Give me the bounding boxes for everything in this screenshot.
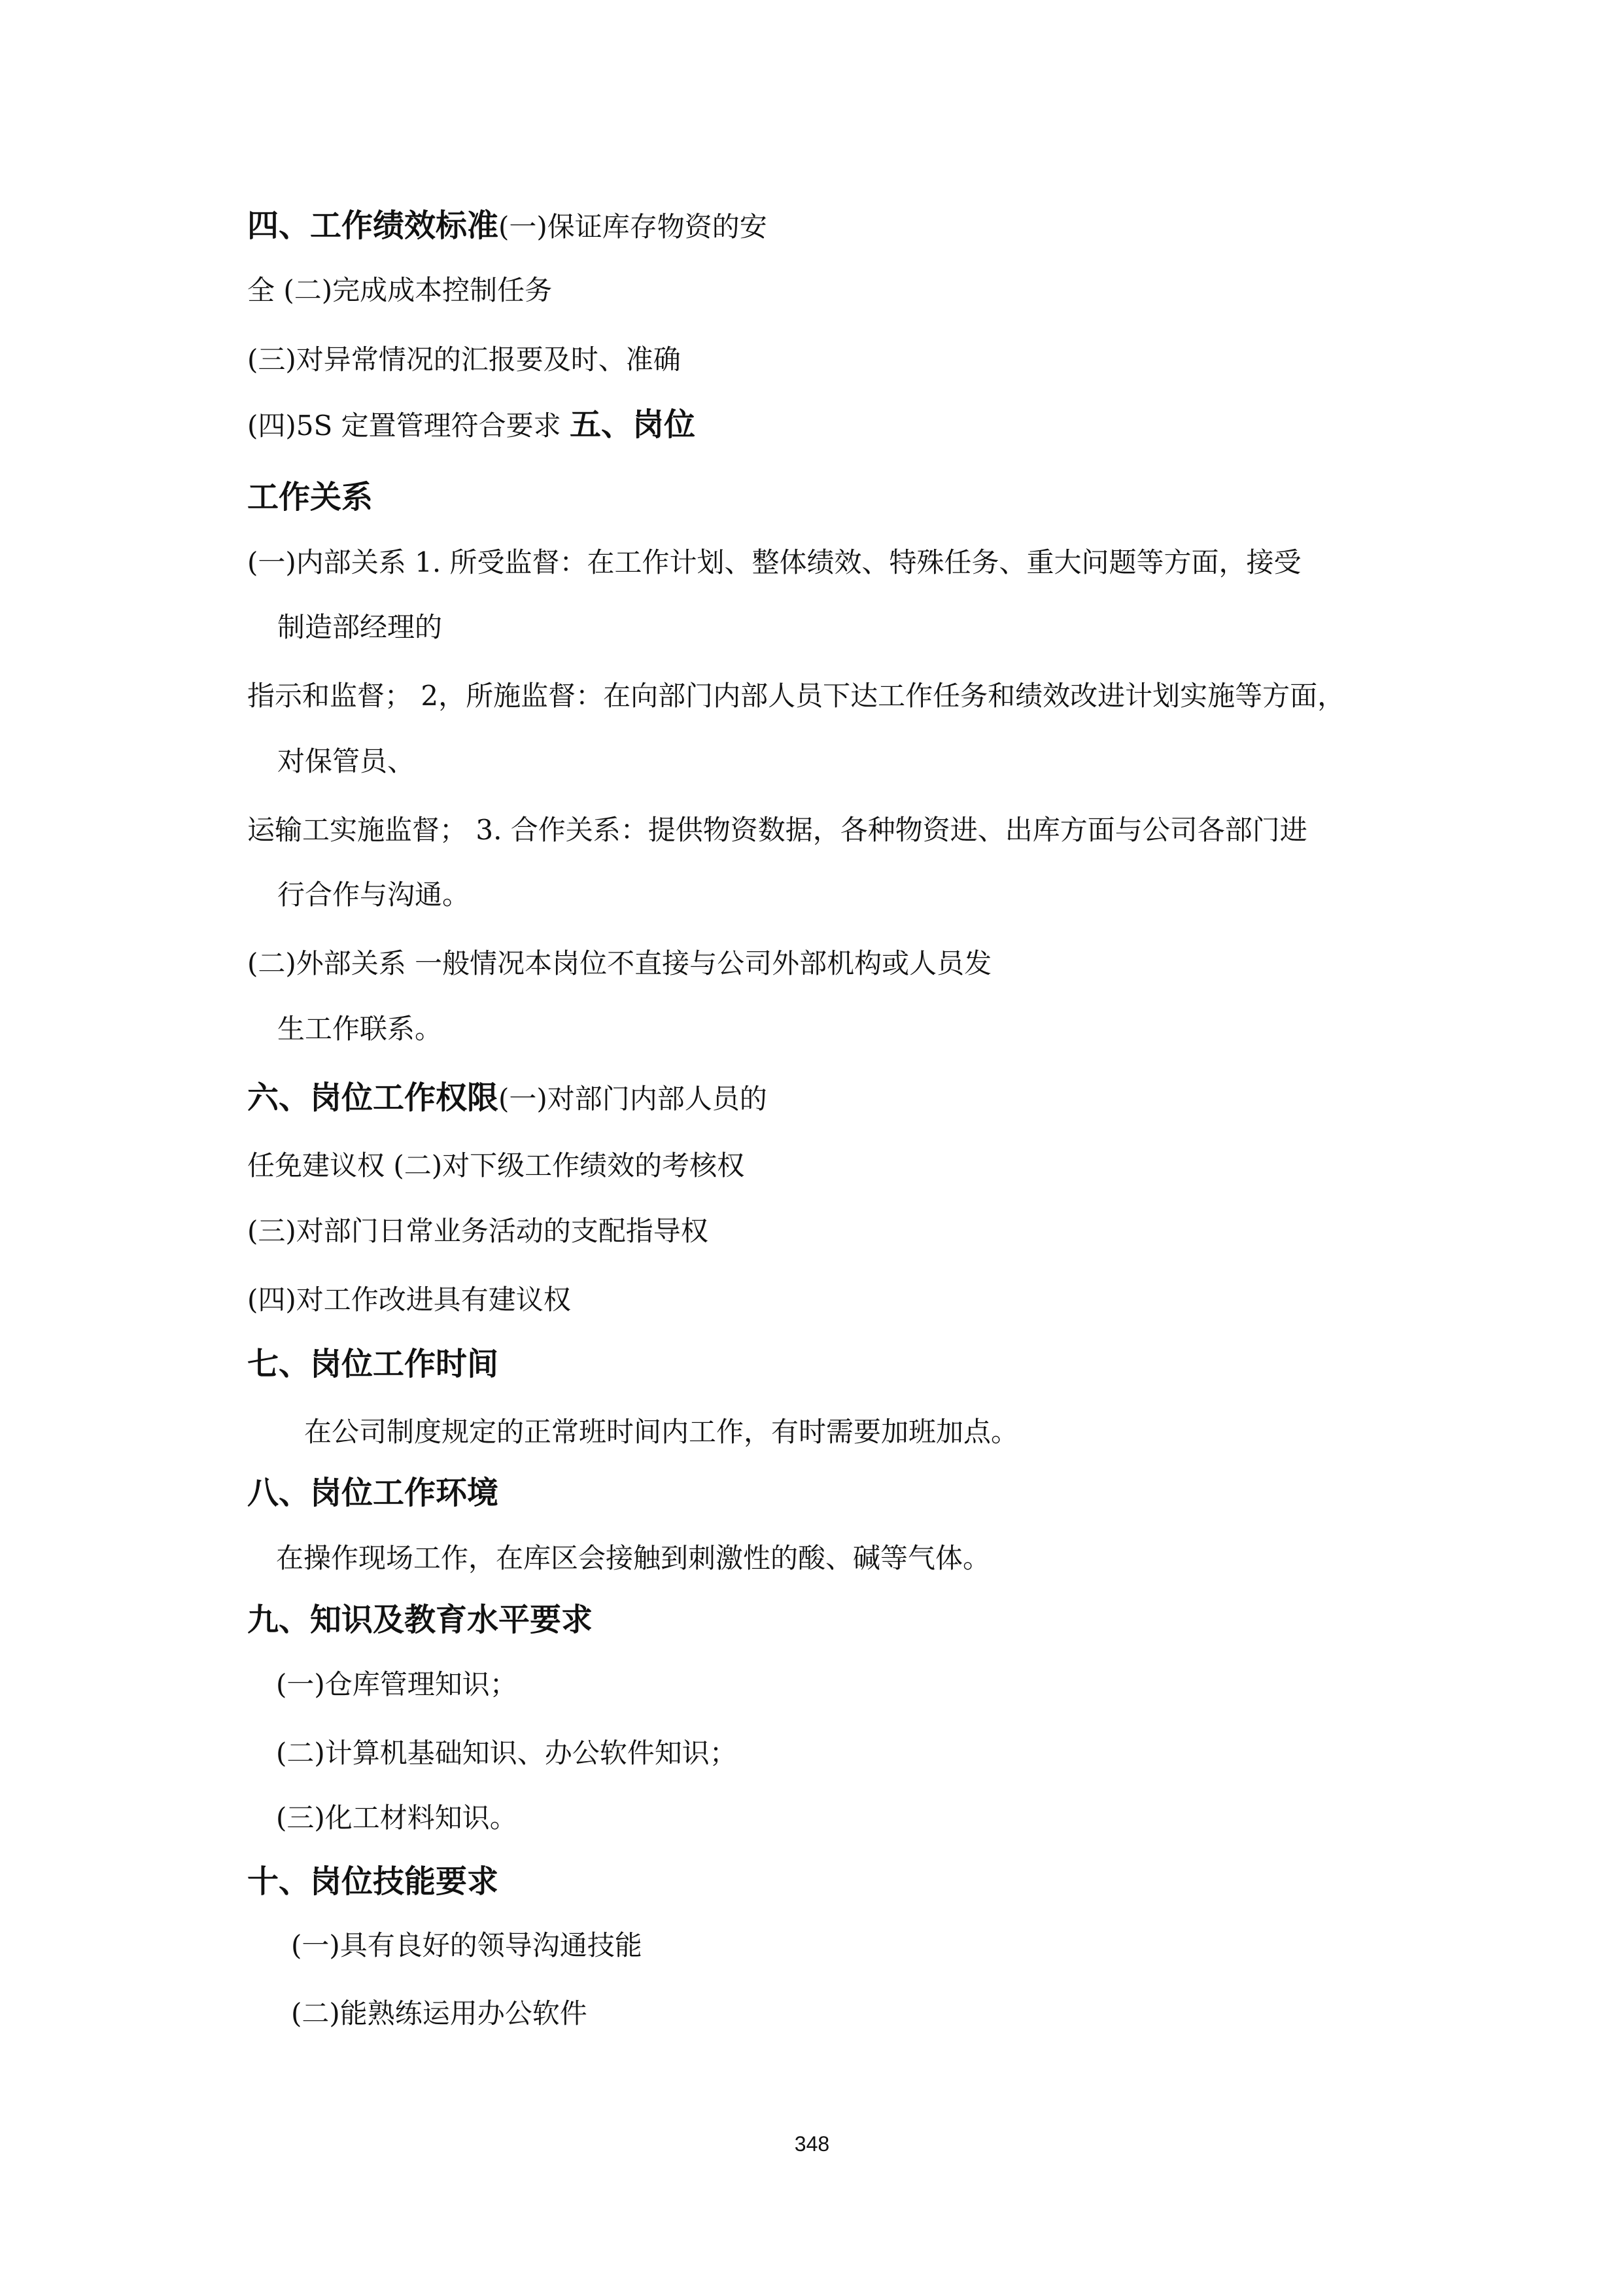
section-5-heading-start: 五、岗位 bbox=[569, 406, 695, 443]
section-4-line-1 bbox=[247, 206, 767, 247]
section-10-line-2: (二)能熟练运用办公软件 bbox=[291, 1997, 587, 2029]
section-5-heading-end: 工作关系 bbox=[247, 479, 373, 516]
section-6-line-4: (四)对工作改进具有建议权 bbox=[247, 1284, 571, 1316]
page-number: 348 bbox=[794, 2132, 830, 2156]
section-4-item-4: (四)5S 定置管理符合要求 bbox=[247, 410, 570, 442]
section-9-line-2: (二)计算机基础知识、办公软件知识； bbox=[276, 1737, 737, 1769]
section-6-item-1-start: (一)对部门内部人员的 bbox=[498, 1083, 767, 1115]
section-6-line-3: (三)对部门日常业务活动的支配指导权 bbox=[247, 1215, 708, 1247]
section-4-heading: 四、工作绩效标准 bbox=[247, 207, 499, 244]
section-5-line-8: 生工作联系。 bbox=[277, 1013, 443, 1045]
section-4-item-1-start: (一)保证库存物资的安 bbox=[498, 211, 767, 243]
section-7-line-1: 在公司制度规定的正常班时间内工作，有时需要加班加点。 bbox=[304, 1416, 1019, 1448]
section-9-heading: 九、知识及教育水平要求 bbox=[247, 1602, 593, 1638]
section-5-line-1: (一)内部关系 1. 所受监督：在工作计划、整体绩效、特殊任务、重大问题等方面，接受 bbox=[247, 546, 1302, 578]
section-5-line-7: (二)外部关系 一般情况本岗位不直接与公司外部机构或人员发 bbox=[247, 947, 992, 979]
section-10-heading: 十、岗位技能要求 bbox=[247, 1863, 499, 1900]
section-5-line-4: 对保管员、 bbox=[277, 745, 415, 777]
section-9-line-3: (三)化工材料知识。 bbox=[276, 1802, 517, 1834]
section-5-line-3: 指示和监督； 2，所施监督：在向部门内部人员下达工作任务和绩效改进计划实施等方面， bbox=[247, 680, 1345, 712]
section-5-line-2: 制造部经理的 bbox=[277, 611, 443, 643]
section-4-line-2: 全 (二)完成成本控制任务 bbox=[247, 274, 553, 306]
section-4-line-3: (三)对异常情况的汇报要及时、准确 bbox=[247, 343, 681, 376]
section-5-line-6: 行合作与沟通。 bbox=[277, 879, 470, 911]
section-10-line-1: (一)具有良好的领导沟通技能 bbox=[291, 1929, 642, 1961]
section-6-heading: 六、岗位工作权限 bbox=[247, 1079, 499, 1116]
section-6-line-2: 任免建议权 (二)对下级工作绩效的考核权 bbox=[247, 1149, 745, 1182]
section-9-line-1: (一)仓库管理知识； bbox=[276, 1668, 517, 1700]
section-8-line-1: 在操作现场工作，在库区会接触到刺激性的酸、碱等气体。 bbox=[276, 1542, 991, 1574]
section-6-line-1 bbox=[247, 1078, 767, 1119]
section-7-heading: 七、岗位工作时间 bbox=[247, 1346, 499, 1382]
section-8-heading: 八、岗位工作环境 bbox=[247, 1475, 499, 1511]
section-5-line-5: 运输工实施监督； 3. 合作关系：提供物资数据，各种物资进、出库方面与公司各部门进 bbox=[247, 814, 1307, 846]
section-4-line-4 bbox=[247, 405, 695, 446]
